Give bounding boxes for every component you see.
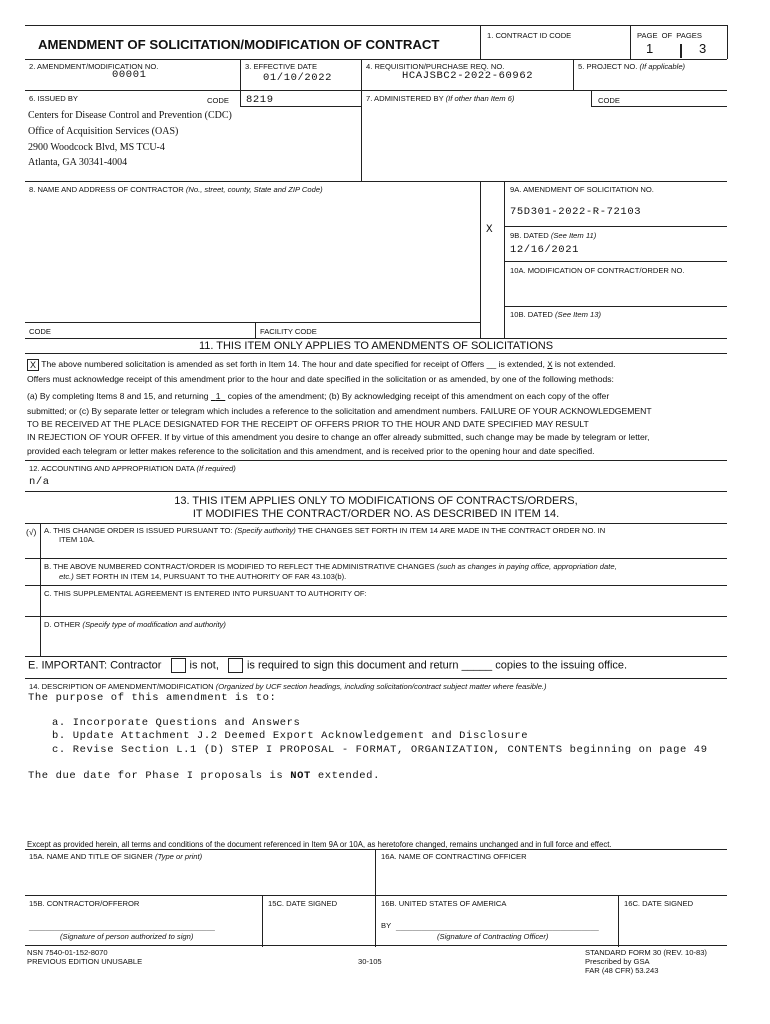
contract-id-label: 1. CONTRACT ID CODE	[487, 31, 572, 40]
item13-c-line[interactable]: C. THIS SUPPLEMENTAL AGREEMENT IS ENTERED INTO PURSUANT TO AUTHORITY OF:	[44, 589, 367, 598]
address-line: Centers for Disease Control and Prevention (CDC)	[28, 110, 232, 121]
item11-line3: (a) By completing Items 8 and 15, and returning 1 copies of the amendment; (b) By acknowledging receipt of this amendment on each copy of the offer	[27, 391, 610, 401]
far-reference: FAR (48 CFR) 53.243	[585, 966, 659, 975]
signer-name-label: 15A. NAME AND TITLE OF SIGNER (Type or print)	[29, 852, 203, 861]
description-item: a. Incorporate Questions and Answers	[52, 717, 301, 729]
solicitation-no-label: 9A. AMENDMENT OF SOLICITATION NO.	[510, 185, 654, 194]
page-label: PAGE OF PAGES	[637, 31, 702, 40]
item11-line7: provided each telegram or letter makes reference to the solicitation and this amendment, and is received prior to the opening hour and date specified.	[27, 446, 595, 456]
page-total: 3	[699, 41, 707, 56]
issued-by-code-label: CODE	[207, 96, 229, 105]
effective-date-value: 01/10/2022	[263, 72, 333, 84]
is-not-checkbox[interactable]	[171, 658, 186, 673]
item11-line1: X The above numbered solicitation is amended as set forth in Item 14. The hour and date specified for receipt of Offers __ is extended, X is not extended.	[27, 358, 616, 372]
amendment-no-value: 00001	[112, 69, 147, 81]
facility-code-label: FACILITY CODE	[260, 327, 317, 336]
issued-by-code-value: 8219	[246, 94, 274, 106]
issued-by-label: 6. ISSUED BY	[29, 94, 78, 103]
project-no-label: 5. PROJECT NO. (If applicable)	[578, 62, 686, 71]
item13-b-line2: etc.) SET FORTH IN ITEM 14, PURSUANT TO THE AUTHORITY OF FAR 43.103(b).	[59, 572, 347, 581]
solicitation-dated-value: 12/16/2021	[510, 244, 580, 256]
item11-line6: IN REJECTION OF YOUR OFFER. If by virtue of this amendment you desire to change an offer already submitted, such change may be made by telegram or letter,	[27, 432, 650, 442]
due-date-note: The due date for Phase I proposals is NOT extended.	[28, 770, 380, 782]
standard-form-label: STANDARD FORM 30 (REV. 10-83)	[585, 948, 707, 957]
check-column-header: (√)	[26, 527, 37, 537]
item11-title: 11. THIS ITEM ONLY APPLIES TO AMENDMENTS OF SOLICITATIONS	[198, 340, 554, 352]
solicitation-no-value: 75D301-2022-R-72103	[510, 206, 642, 218]
item13-title-2: IT MODIFIES THE CONTRACT/ORDER NO. AS DESCRIBED IN ITEM 14.	[192, 508, 560, 520]
address-line: Office of Acquisition Services (OAS)	[28, 125, 179, 137]
effective-date-label: 3. EFFECTIVE DATE	[245, 62, 318, 71]
solicitation-dated-label: 9B. DATED (See Item 11)	[510, 231, 597, 240]
description-item: b. Update Attachment J.2 Deemed Export Acknowledgement and Disclosure	[52, 730, 529, 742]
previous-edition-note: PREVIOUS EDITION UNUSABLE	[27, 957, 143, 966]
item13-b-line1[interactable]: B. THE ABOVE NUMBERED CONTRACT/ORDER IS MODIFIED TO REFLECT THE ADMINISTRATIVE CHANGES (such as changes in paying office, appropriation date,	[44, 562, 617, 571]
except-text: Except as provided herein, all terms and conditions of the document referenced in Item 9A or 10A, as heretofore changed, remains unchanged and in full force and effect.	[27, 840, 612, 849]
requisition-label: 4. REQUISITION/PURCHASE REQ. NO.	[366, 62, 505, 71]
modification-dated-label: 10B. DATED (See Item 13)	[510, 310, 602, 319]
item9-check-mark[interactable]: X	[486, 224, 493, 236]
form-title: AMENDMENT OF SOLICITATION/MODIFICATION OF CONTRACT	[38, 37, 440, 52]
description-intro: The purpose of this amendment is to:	[28, 692, 277, 704]
page-current: 1	[646, 41, 654, 56]
item11-line2: Offers must acknowledge receipt of this amendment prior to the hour and date specified in the solicitation or as amended, by one of the following methods:	[27, 374, 614, 384]
item13-a-line2: ITEM 10A.	[59, 535, 95, 544]
prescribed-by-label: Prescribed by GSA	[585, 957, 650, 966]
description-item: c. Revise Section L.1 (D) STEP I PROPOSAL - FORMAT, ORGANIZATION, CONTENTS beginning on page 49	[52, 744, 708, 756]
not-extended-mark[interactable]: X	[547, 360, 553, 370]
extended-checkbox[interactable]: X	[27, 359, 39, 371]
administered-by-code-label: CODE	[598, 96, 620, 105]
code-label: CODE	[29, 327, 51, 336]
officer-by-label: BY	[381, 921, 392, 930]
item13-d-line[interactable]: D. OTHER (Specify type of modification and authority)	[44, 620, 226, 629]
requisition-value: HCAJSBC2-2022-60962	[402, 70, 534, 82]
item11-line5: TO BE RECEIVED AT THE PLACE DESIGNATED FOR THE RECEIPT OF OFFERS PRIOR TO THE HOUR AND DATE SPECIFIED MAY RESULT	[27, 419, 589, 429]
contractor-date-label: 15C. DATE SIGNED	[268, 899, 338, 908]
administered-by-label: 7. ADMINISTERED BY (If other than Item 6)	[366, 94, 515, 103]
contractor-signature-line[interactable]: ____________________________________________	[29, 922, 215, 931]
item13-title-1: 13. THIS ITEM APPLIES ONLY TO MODIFICATIONS OF CONTRACTS/ORDERS,	[174, 495, 578, 507]
important-line: E. IMPORTANT: Contractor is not, is required to sign this document and return _____ copies to the issuing office.	[28, 659, 628, 672]
officer-signature-note: (Signature of Contracting Officer)	[437, 932, 549, 941]
officer-signature-line[interactable]: ________________________________________________	[396, 922, 599, 931]
item11-line4: submitted; or (c) By separate letter or telegram which includes a reference to the solicitation and amendment numbers. FAILURE OF YOUR ACKNOWLEDGEMENT	[27, 406, 652, 416]
issued-by-address	[28, 108, 232, 171]
item13-a-line1[interactable]: A. THIS CHANGE ORDER IS ISSUED PURSUANT TO: (Specify authority) THE CHANGES SET FORTH IN ITEM 14 ARE MADE IN THE CONTRACT ORDER NO. IN	[44, 526, 606, 535]
modification-no-label: 10A. MODIFICATION OF CONTRACT/ORDER NO.	[510, 266, 685, 275]
amendment-no-label: 2. AMENDMENT/MODIFICATION NO.	[29, 62, 159, 71]
copies-count: 1	[215, 391, 221, 401]
contracting-officer-label: 16A. NAME OF CONTRACTING OFFICER	[381, 852, 527, 861]
address-line: 2900 Woodcock Blvd, MS TCU-4	[28, 141, 165, 153]
usa-label: 16B. UNITED STATES OF AMERICA	[381, 899, 507, 908]
contractor-signature-note: (Signature of person authorized to sign)	[60, 932, 194, 941]
nsn-number: NSN 7540-01-152-8070	[27, 948, 108, 957]
accounting-label: 12. ACCOUNTING AND APPROPRIATION DATA (If required)	[29, 464, 236, 473]
form-code: 30-105	[358, 957, 382, 966]
contractor-label: 8. NAME AND ADDRESS OF CONTRACTOR (No., street, county, State and ZIP Code)	[29, 185, 323, 194]
officer-date-label: 16C. DATE SIGNED	[624, 899, 694, 908]
contractor-offeror-label: 15B. CONTRACTOR/OFFEROR	[29, 899, 140, 908]
is-required-checkbox[interactable]	[228, 658, 243, 673]
accounting-value: n/a	[29, 476, 50, 488]
description-label: 14. DESCRIPTION OF AMENDMENT/MODIFICATION (Organized by UCF section headings, including solicitation/contract subject matter where feasible.)	[29, 682, 547, 691]
address-line: Atlanta, GA 30341-4004	[28, 157, 128, 169]
